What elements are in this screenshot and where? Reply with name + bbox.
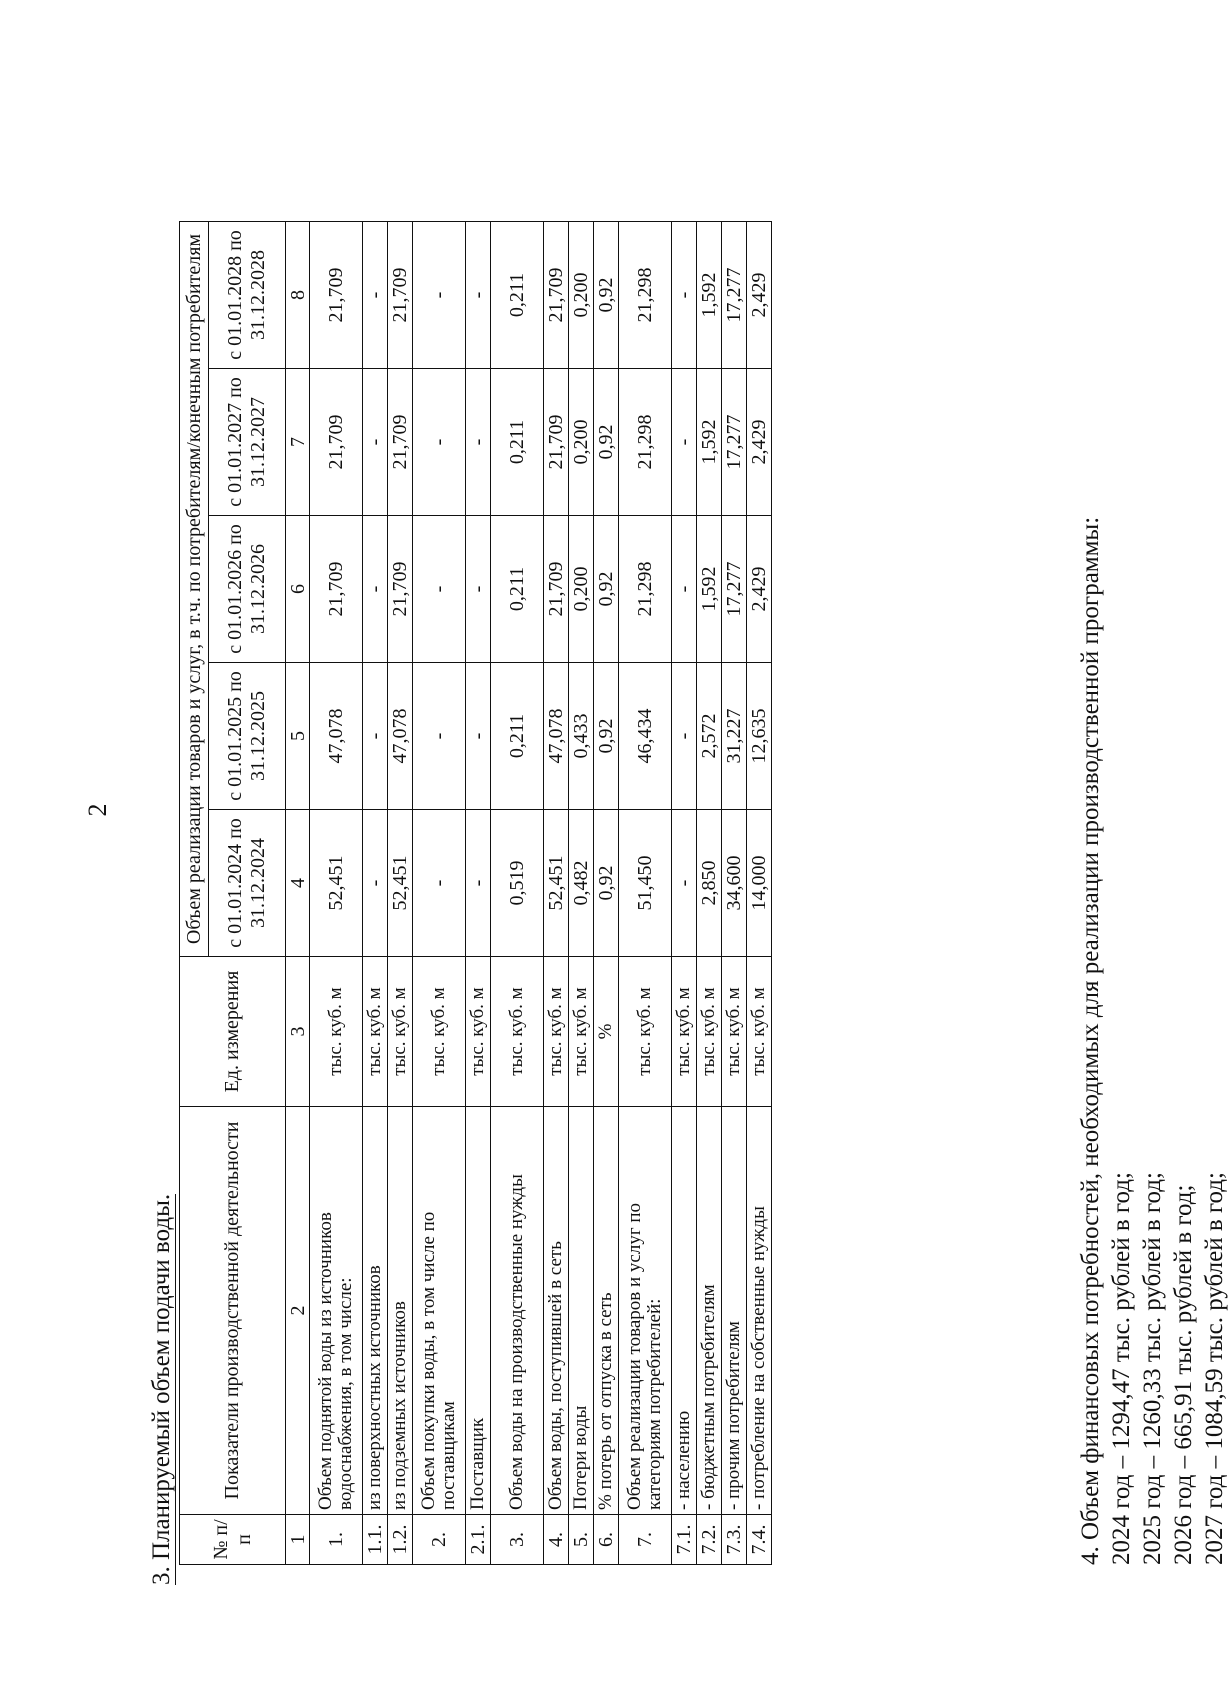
indicator-name-cell: Объем воды на производственные нужды bbox=[491, 1107, 544, 1515]
table-row bbox=[544, 222, 569, 1565]
row-number-cell: 5. bbox=[569, 1515, 594, 1565]
unit-cell: тыс. куб. м bbox=[310, 957, 363, 1107]
unit-cell: тыс. куб. м bbox=[363, 957, 388, 1107]
indicator-name-cell: - бюджетным потребителям bbox=[697, 1107, 722, 1515]
value-cell: 0,92 bbox=[594, 369, 619, 516]
value-cell: 21,298 bbox=[619, 516, 672, 663]
indicator-name-cell: % потерь от отпуска в сеть bbox=[594, 1107, 619, 1515]
unit-cell: тыс. куб. м bbox=[413, 957, 466, 1107]
value-cell: 34,600 bbox=[722, 810, 747, 957]
header-period-2026: с 01.01.2026 по 31.12.2026 bbox=[209, 516, 286, 663]
value-cell: 47,078 bbox=[544, 663, 569, 810]
value-cell: 0,211 bbox=[491, 663, 544, 810]
header-period-2028: с 01.01.2028 по 31.12.2028 bbox=[209, 222, 286, 369]
rotated-page-content bbox=[145, 80, 1228, 1585]
value-cell: - bbox=[466, 663, 491, 810]
value-cell: - bbox=[363, 369, 388, 516]
table-row bbox=[747, 222, 772, 1565]
value-cell: - bbox=[672, 222, 697, 369]
header-no: № п/п bbox=[180, 1515, 286, 1565]
water-supply-table-container bbox=[179, 221, 772, 1565]
table-row bbox=[672, 222, 697, 1565]
section-4-title: 4. Объем финансовых потребностей, необходимых для реализации производственной программы: bbox=[1077, 516, 1104, 1565]
row-number-cell: 7.1. bbox=[672, 1515, 697, 1565]
value-cell: 1,592 bbox=[697, 516, 722, 663]
value-cell: 31,227 bbox=[722, 663, 747, 810]
indicator-name-cell: Поставщик bbox=[466, 1107, 491, 1515]
value-cell: 52,451 bbox=[544, 810, 569, 957]
value-cell: 2,429 bbox=[747, 516, 772, 663]
value-cell: 12,635 bbox=[747, 663, 772, 810]
header-period-2024: с 01.01.2024 по 31.12.2024 bbox=[209, 810, 286, 957]
row-number-cell: 6. bbox=[594, 1515, 619, 1565]
value-cell: 52,451 bbox=[388, 810, 413, 957]
value-cell: - bbox=[363, 516, 388, 663]
column-number-row bbox=[286, 222, 310, 1565]
indicator-name-cell: - населению bbox=[672, 1107, 697, 1515]
value-cell: - bbox=[672, 810, 697, 957]
value-cell: 2,429 bbox=[747, 369, 772, 516]
value-cell: 0,433 bbox=[569, 663, 594, 810]
header-period-2025: с 01.01.2025 по 31.12.2025 bbox=[209, 663, 286, 810]
column-number: 1 bbox=[286, 1515, 310, 1565]
row-number-cell: 7. bbox=[619, 1515, 672, 1565]
value-cell: 21,709 bbox=[544, 516, 569, 663]
indicator-name-cell: - прочим потребителям bbox=[722, 1107, 747, 1515]
value-cell: - bbox=[413, 810, 466, 957]
row-number-cell: 7.2. bbox=[697, 1515, 722, 1565]
value-cell: 14,000 bbox=[747, 810, 772, 957]
value-cell: 0,200 bbox=[569, 369, 594, 516]
value-cell: 21,709 bbox=[544, 222, 569, 369]
unit-cell: тыс. куб. м bbox=[466, 957, 491, 1107]
table-row bbox=[697, 222, 722, 1565]
value-cell: 0,482 bbox=[569, 810, 594, 957]
value-cell: - bbox=[413, 663, 466, 810]
value-cell: - bbox=[363, 663, 388, 810]
table-body bbox=[310, 222, 772, 1565]
value-cell: - bbox=[413, 516, 466, 663]
value-cell: 0,92 bbox=[594, 516, 619, 663]
value-cell: - bbox=[413, 369, 466, 516]
unit-cell: тыс. куб. м bbox=[569, 957, 594, 1107]
unit-cell: тыс. куб. м bbox=[388, 957, 413, 1107]
water-supply-table bbox=[179, 221, 772, 1565]
value-cell: 52,451 bbox=[310, 810, 363, 957]
value-cell: 1,592 bbox=[697, 222, 722, 369]
column-number: 7 bbox=[286, 369, 310, 516]
financial-line-2027: 2027 год – 1084,59 тыс. рублей в год; bbox=[1201, 1172, 1228, 1565]
value-cell: 47,078 bbox=[310, 663, 363, 810]
column-number: 4 bbox=[286, 810, 310, 957]
value-cell: - bbox=[413, 222, 466, 369]
value-cell: 2,572 bbox=[697, 663, 722, 810]
table-row bbox=[310, 222, 363, 1565]
section-4-financial-needs bbox=[1075, 105, 1230, 1565]
unit-cell: тыс. куб. м bbox=[544, 957, 569, 1107]
value-cell: - bbox=[363, 810, 388, 957]
row-number-cell: 2.1. bbox=[466, 1515, 491, 1565]
value-cell: - bbox=[672, 663, 697, 810]
unit-cell: тыс. куб. м bbox=[672, 957, 697, 1107]
value-cell: 46,434 bbox=[619, 663, 672, 810]
column-number: 6 bbox=[286, 516, 310, 663]
row-number-cell: 7.3. bbox=[722, 1515, 747, 1565]
indicator-name-cell: Объем покупки воды, в том числе по поставщикам bbox=[413, 1107, 466, 1515]
value-cell: 0,211 bbox=[491, 369, 544, 516]
value-cell: 0,200 bbox=[569, 516, 594, 663]
section-3-title-text: 3. Планируемый объем подачи воды. bbox=[148, 1193, 175, 1585]
value-cell: 51,450 bbox=[619, 810, 672, 957]
financial-line-2024: 2024 год – 1294,47 тыс. рублей в год; bbox=[1108, 1172, 1135, 1565]
value-cell: 47,078 bbox=[388, 663, 413, 810]
unit-cell: тыс. куб. м bbox=[491, 957, 544, 1107]
value-cell: 21,709 bbox=[310, 222, 363, 369]
value-cell: 0,92 bbox=[594, 663, 619, 810]
financial-line-2026: 2026 год – 665,91 тыс. рублей в год; bbox=[1170, 1184, 1197, 1565]
page-number: 2 bbox=[83, 803, 112, 817]
value-cell: 2,429 bbox=[747, 222, 772, 369]
row-number-cell: 3. bbox=[491, 1515, 544, 1565]
column-number: 5 bbox=[286, 663, 310, 810]
table-row bbox=[619, 222, 672, 1565]
table-row bbox=[722, 222, 747, 1565]
indicator-name-cell: Объем поднятой воды из источников водоснабжения, в том числе: bbox=[310, 1107, 363, 1515]
unit-cell: тыс. куб. м bbox=[722, 957, 747, 1107]
indicator-name-cell: из поверхностных источников bbox=[363, 1107, 388, 1515]
table-row bbox=[413, 222, 466, 1565]
row-number-cell: 1.1. bbox=[363, 1515, 388, 1565]
header-unit: Ед. измерения bbox=[180, 957, 286, 1107]
table-row bbox=[466, 222, 491, 1565]
row-number-cell: 2. bbox=[413, 1515, 466, 1565]
value-cell: - bbox=[466, 810, 491, 957]
value-cell: 21,298 bbox=[619, 222, 672, 369]
unit-cell: тыс. куб. м bbox=[747, 957, 772, 1107]
value-cell: - bbox=[466, 516, 491, 663]
table-row bbox=[363, 222, 388, 1565]
indicator-name-cell: Потери воды bbox=[569, 1107, 594, 1515]
value-cell: 21,709 bbox=[388, 222, 413, 369]
section-3-title bbox=[145, 80, 179, 1585]
table-row bbox=[491, 222, 544, 1565]
header-sales-volume-group: Объем реализации товаров и услуг, в т.ч. по потребителям/конечным потребителям bbox=[180, 222, 209, 957]
value-cell: 0,519 bbox=[491, 810, 544, 957]
indicator-name-cell: Объем реализации товаров и услуг по категориям потребителей: bbox=[619, 1107, 672, 1515]
value-cell: 2,850 bbox=[697, 810, 722, 957]
value-cell: 0,200 bbox=[569, 222, 594, 369]
value-cell: 17,277 bbox=[722, 516, 747, 663]
value-cell: 0,92 bbox=[594, 810, 619, 957]
value-cell: 21,709 bbox=[310, 516, 363, 663]
value-cell: 21,709 bbox=[544, 369, 569, 516]
value-cell: - bbox=[672, 369, 697, 516]
value-cell: - bbox=[363, 222, 388, 369]
value-cell: - bbox=[466, 222, 491, 369]
indicator-name-cell: - потребление на собственные нужды bbox=[747, 1107, 772, 1515]
unit-cell: тыс. куб. м bbox=[697, 957, 722, 1107]
column-number: 2 bbox=[286, 1107, 310, 1515]
value-cell: 21,709 bbox=[388, 516, 413, 663]
unit-cell: % bbox=[594, 957, 619, 1107]
value-cell: - bbox=[466, 369, 491, 516]
value-cell: - bbox=[672, 516, 697, 663]
row-number-cell: 4. bbox=[544, 1515, 569, 1565]
value-cell: 21,709 bbox=[388, 369, 413, 516]
indicator-name-cell: Объем воды, поступившей в сеть bbox=[544, 1107, 569, 1515]
row-number-cell: 1.2. bbox=[388, 1515, 413, 1565]
value-cell: 1,592 bbox=[697, 369, 722, 516]
value-cell: 21,298 bbox=[619, 369, 672, 516]
value-cell: 21,709 bbox=[310, 369, 363, 516]
indicator-name-cell: из подземных источников bbox=[388, 1107, 413, 1515]
header-period-2027: с 01.01.2027 по 31.12.2027 bbox=[209, 369, 286, 516]
value-cell: 0,211 bbox=[491, 222, 544, 369]
row-number-cell: 7.4. bbox=[747, 1515, 772, 1565]
table-header-row-1 bbox=[180, 222, 209, 1565]
column-number: 8 bbox=[286, 222, 310, 369]
value-cell: 17,277 bbox=[722, 369, 747, 516]
column-number: 3 bbox=[286, 957, 310, 1107]
value-cell: 0,211 bbox=[491, 516, 544, 663]
value-cell: 17,277 bbox=[722, 222, 747, 369]
table-row bbox=[569, 222, 594, 1565]
value-cell: 0,92 bbox=[594, 222, 619, 369]
table-row bbox=[594, 222, 619, 1565]
row-number-cell: 1. bbox=[310, 1515, 363, 1565]
unit-cell: тыс. куб. м bbox=[619, 957, 672, 1107]
header-indicator: Показатели производственной деятельности bbox=[180, 1107, 286, 1515]
financial-line-2025: 2025 год – 1260,33 тыс. рублей в год; bbox=[1139, 1172, 1166, 1565]
table-row bbox=[388, 222, 413, 1565]
